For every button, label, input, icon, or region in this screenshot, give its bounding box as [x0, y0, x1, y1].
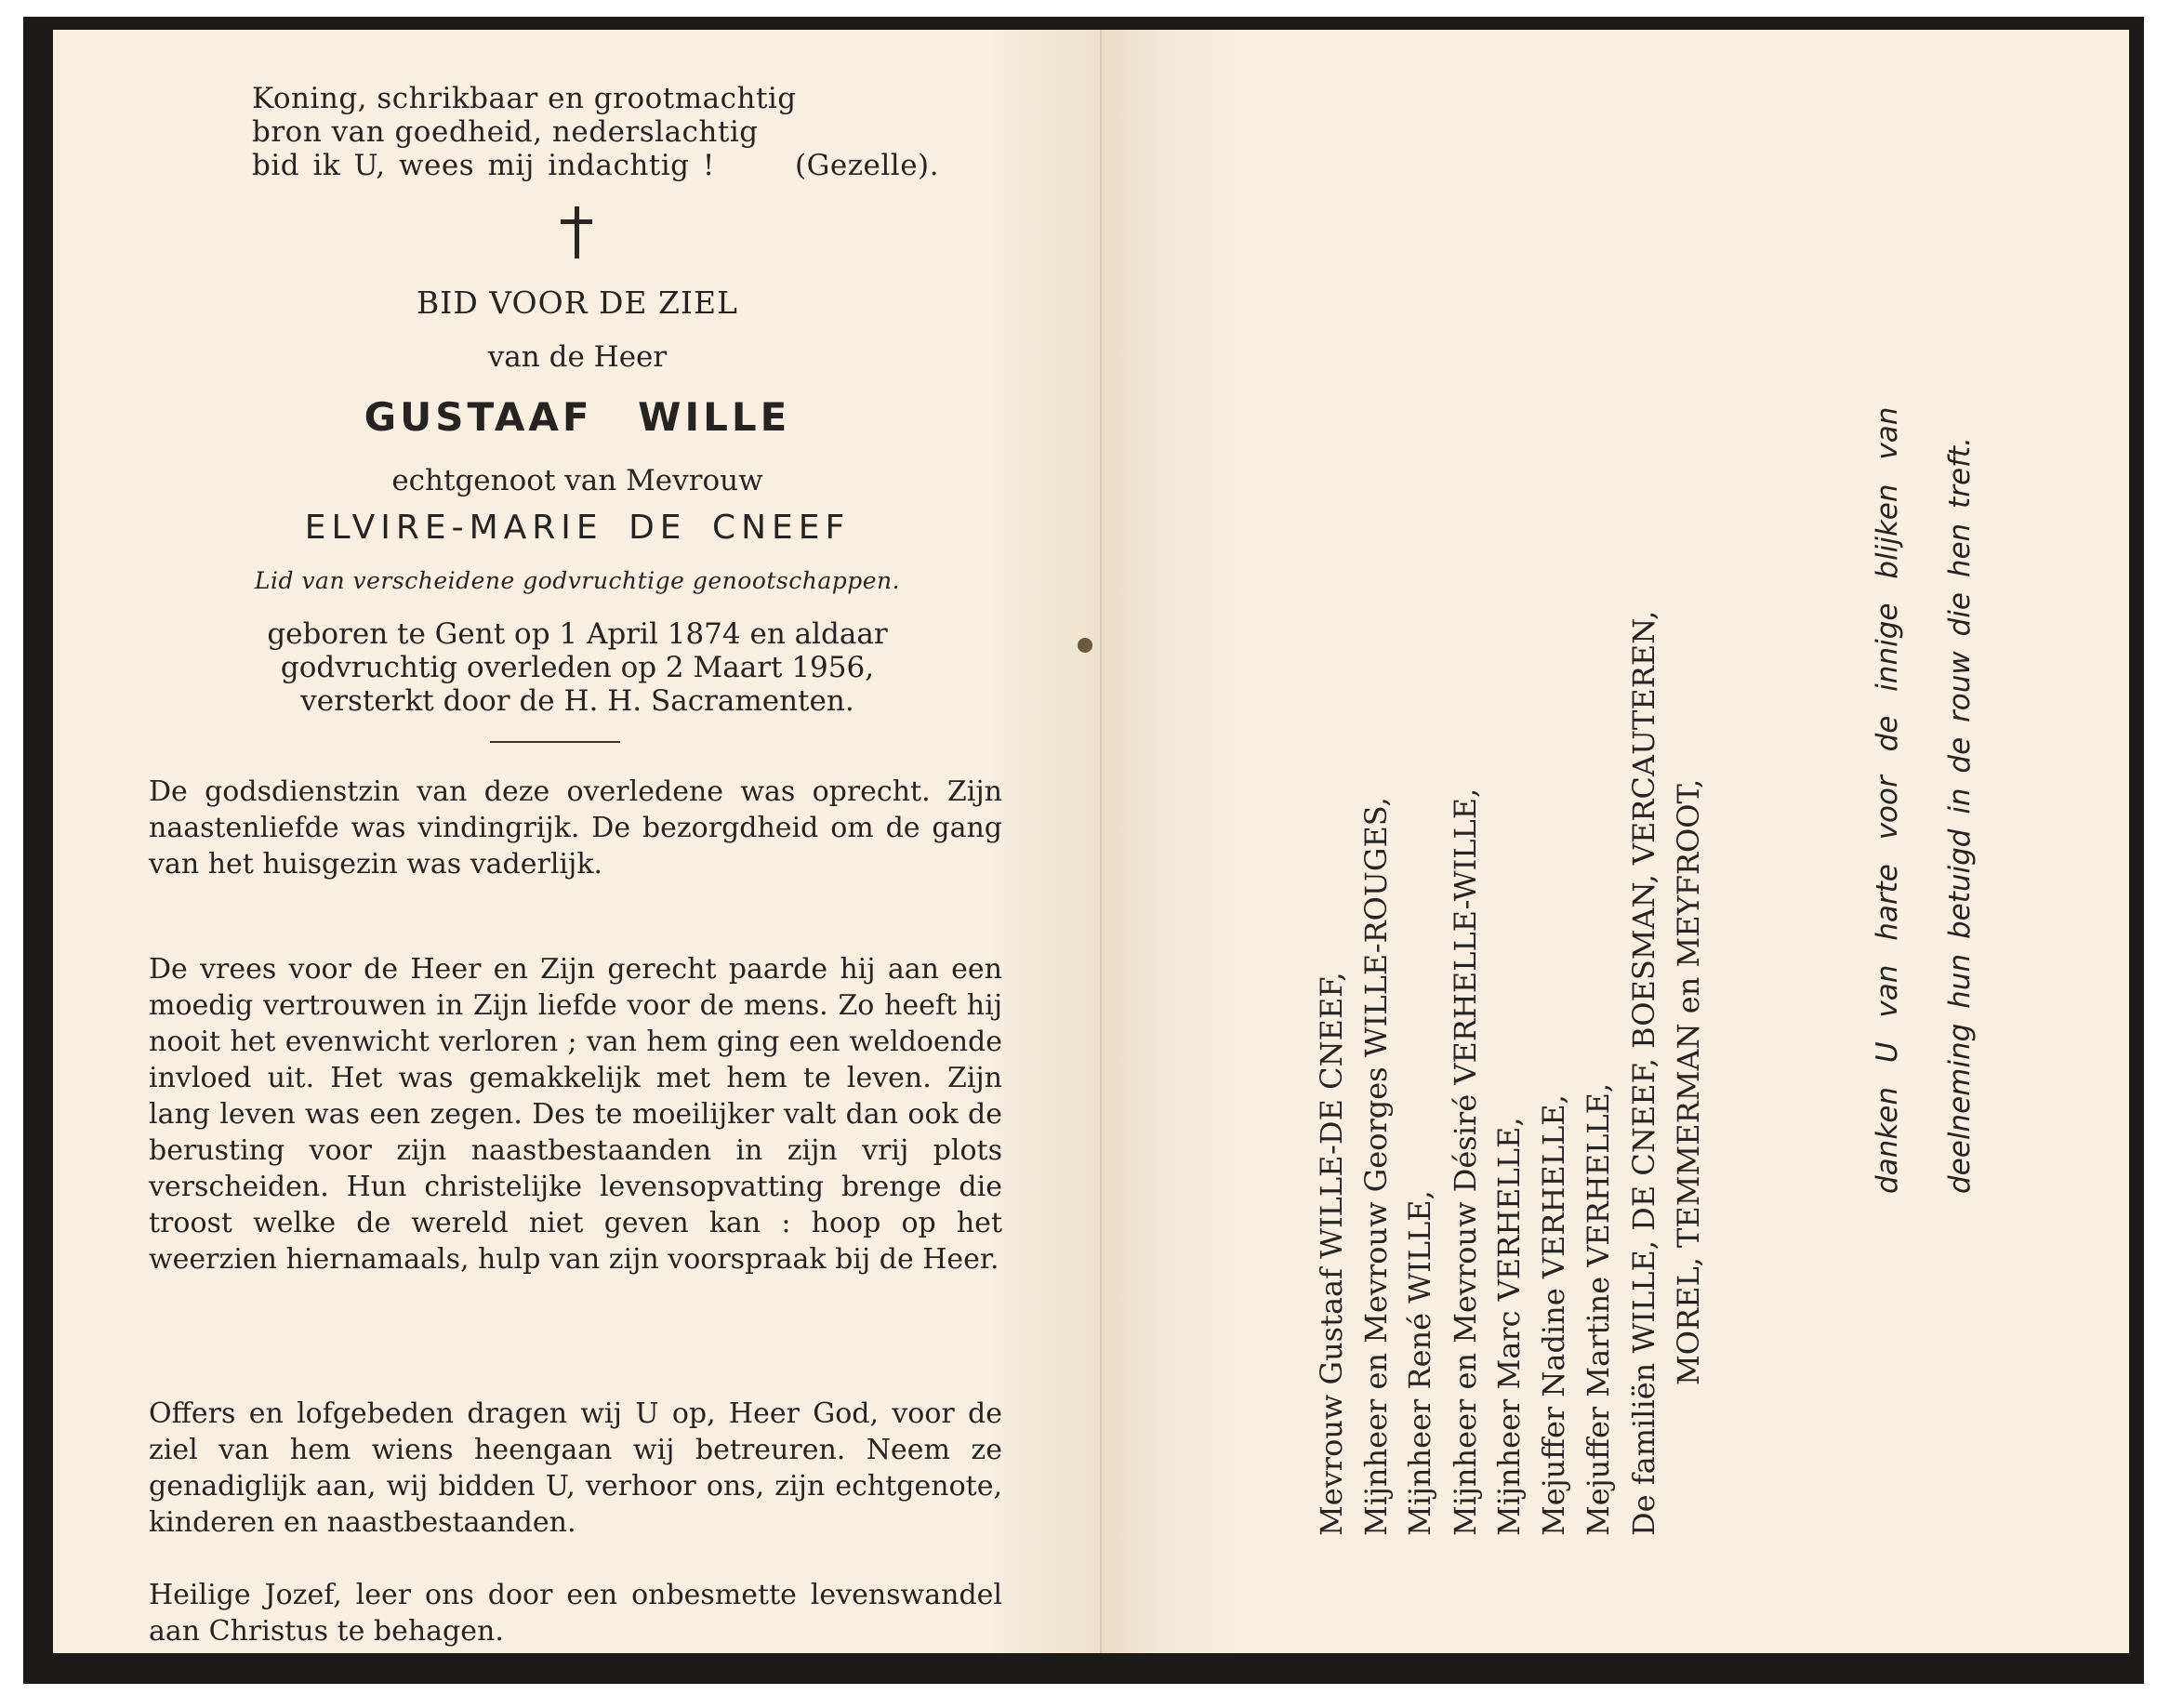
family-name-line: Mejuffer Martine VERHELLE,	[1581, 1082, 1616, 1536]
family-name-line: Mijnheer Marc VERHELLE,	[1491, 1117, 1527, 1536]
body-paragraph: De vrees voor de Heer en Zijn gerecht paarde hij aan een moedig vertrouwen in Zijn liefde voor de mens. Zo heeft hij nooit het evenwicht verloren ; van hem ging een weldoende invloed uit. Het was gemakkelijk met hem te leven. Zijn lang leven was een zegen. Des te moeilijker valt dan ook de berusting voor zijn naastbestaanden in zijn vrij plots verscheiden. Hun christelijke levensopvatting brenge die troost welke de wereld niet geven kan : hoop op het weerzien hiernamaals, hulp van zijn voorspraak bij de Heer.	[149, 953, 1002, 1276]
divider-rule	[490, 741, 620, 743]
family-name-line: Mejuffer Nadine VERHELLE,	[1536, 1094, 1571, 1536]
poem-line: bron van goedheid, nederslachtig	[252, 115, 759, 149]
memorial-card	[23, 17, 2144, 1684]
family-name-line: Mijnheer René WILLE,	[1402, 1190, 1437, 1536]
cross-icon	[561, 206, 592, 258]
deceased-name: GUSTAAF WILLE	[364, 394, 791, 440]
body-paragraph: Heilige Jozef, leer ons door een onbesmette levenswandel aan Christus te behagen.	[149, 1579, 1002, 1648]
poem-attribution: (Gezelle).	[795, 149, 940, 182]
family-name-line: Mijnheer en Mevrouw Désiré VERHELLE-WILLE,	[1448, 788, 1483, 1536]
membership-line: Lid van verscheidene godvruchtige genootschappen.	[254, 567, 901, 594]
spouse-intro: echtgenoot van Mevrouw	[391, 464, 763, 497]
family-name-line: Mevrouw Gustaaf WILLE-DE CNEEF,	[1314, 972, 1349, 1536]
family-name-line: MOREL, TEMMERMAN en MEYFROOT,	[1671, 778, 1706, 1385]
van-de-heer: van de Heer	[487, 340, 668, 374]
birth-line: geboren te Gent op 1 April 1874 en aldaar	[267, 617, 888, 651]
spouse-name: ELVIRE-MARIE DE CNEEF	[304, 509, 851, 547]
family-name-line: Mijnheer en Mevrouw Georges WILLE-ROUGES,	[1358, 797, 1394, 1536]
poem-line: bid ik U, wees mij indachtig !	[252, 149, 715, 182]
poem-line: Koning, schrikbaar en grootmachtig	[252, 82, 797, 115]
family-name-line: De familiën WILLE, DE CNEEF, BOESMAN, VERCAUTEREN,	[1626, 610, 1661, 1536]
right-page	[1102, 30, 2129, 1653]
thanks-line: danken U van harte voor de innige blijken van	[1871, 406, 1904, 1194]
left-page	[53, 30, 1102, 1653]
thanks-line: deelneming hun betuigd in de rouw die hen treft.	[1943, 437, 1977, 1194]
body-paragraph: De godsdienstzin van deze overledene was oprecht. Zijn naastenliefde was vindingrijk. De bezorgdheid om de gang van het huisgezin was vaderlijk.	[149, 775, 1002, 880]
staple-hole	[1078, 638, 1092, 653]
birth-line: godvruchtig overleden op 2 Maart 1956,	[280, 651, 875, 684]
bid-voor-heading: BID VOOR DE ZIEL	[417, 285, 738, 321]
birth-line: versterkt door de H. H. Sacramenten.	[300, 684, 854, 718]
body-paragraph: Offers en lofgebeden dragen wij U op, Heer God, voor de ziel van hem wiens heengaan wij betreuren. Neem ze genadiglijk aan, wij bidden U, verhoor ons, zijn echtgenote, kinderen en naastbestaanden.	[149, 1397, 1002, 1539]
